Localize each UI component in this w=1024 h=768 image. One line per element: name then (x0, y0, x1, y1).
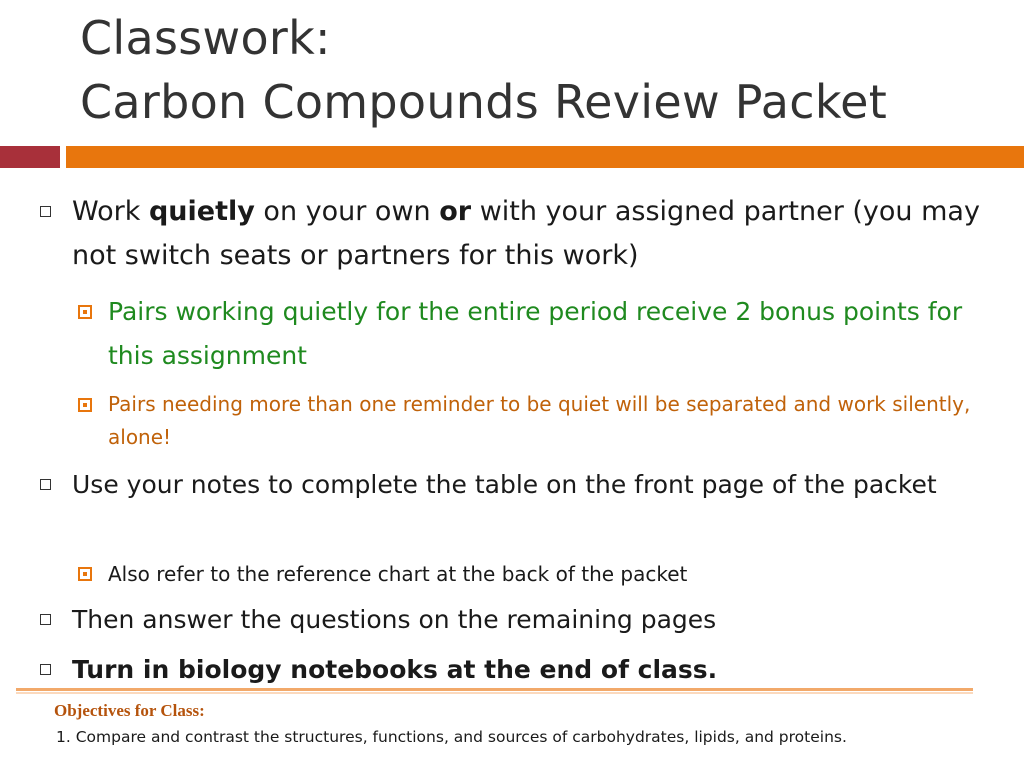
sub-bullet-text: Pairs needing more than one reminder to be quiet will be separated and work silently, alone! (108, 392, 971, 449)
title-line-2: Carbon Compounds Review Packet (80, 75, 888, 129)
bullet-text: Then answer the questions on the remaining pages (72, 605, 717, 634)
objective-number: 1. (56, 728, 71, 746)
title-line-1: Classwork: (80, 11, 331, 65)
title-accent-bar-red (0, 146, 60, 168)
sub-bullet-bonus-points (108, 290, 978, 378)
sub-bullet-reference-chart (108, 559, 978, 589)
bullet-text: with your assigned partner (you may not switch seats or partners for this work) (72, 196, 980, 271)
objective-item-1 (56, 728, 1016, 746)
bullet-work-quietly (72, 190, 992, 278)
objectives-title: Objectives for Class: (54, 701, 205, 720)
footer-divider-shadow (16, 692, 973, 694)
title-accent-bar-orange (66, 146, 1024, 168)
bullet-answer-questions (72, 600, 992, 640)
footer-divider (16, 688, 973, 691)
bullet-text: Use your notes to complete the table on the front page of the packet (72, 470, 937, 499)
sub-bullet-text: Also refer to the reference chart at the back of the packet (108, 562, 688, 586)
sub-bullet-square-icon (78, 305, 92, 319)
bullet-square-icon (40, 614, 51, 625)
bullet-text: on your own (254, 196, 440, 227)
sub-bullet-text: Pairs working quietly for the entire period receive 2 bonus points for this assignment (108, 297, 963, 370)
bullet-turn-in-notebooks (72, 650, 992, 690)
bullet-text-bold: quietly (148, 196, 255, 227)
bullet-text: Turn in biology notebooks at the end of class. (72, 655, 718, 684)
bullet-square-icon (40, 479, 51, 490)
bullet-square-icon (40, 664, 51, 675)
slide-title (80, 6, 1000, 134)
bullet-text: Work (72, 196, 149, 227)
sub-bullet-square-icon (78, 567, 92, 581)
bullet-use-notes (72, 465, 992, 505)
sub-bullet-separated (108, 388, 978, 454)
bullet-square-icon (40, 206, 51, 217)
objective-text: Compare and contrast the structures, functions, and sources of carbohydrates, lipids, and proteins. (75, 728, 847, 746)
bullet-text-bold: or (439, 196, 472, 227)
sub-bullet-square-icon (78, 398, 92, 412)
